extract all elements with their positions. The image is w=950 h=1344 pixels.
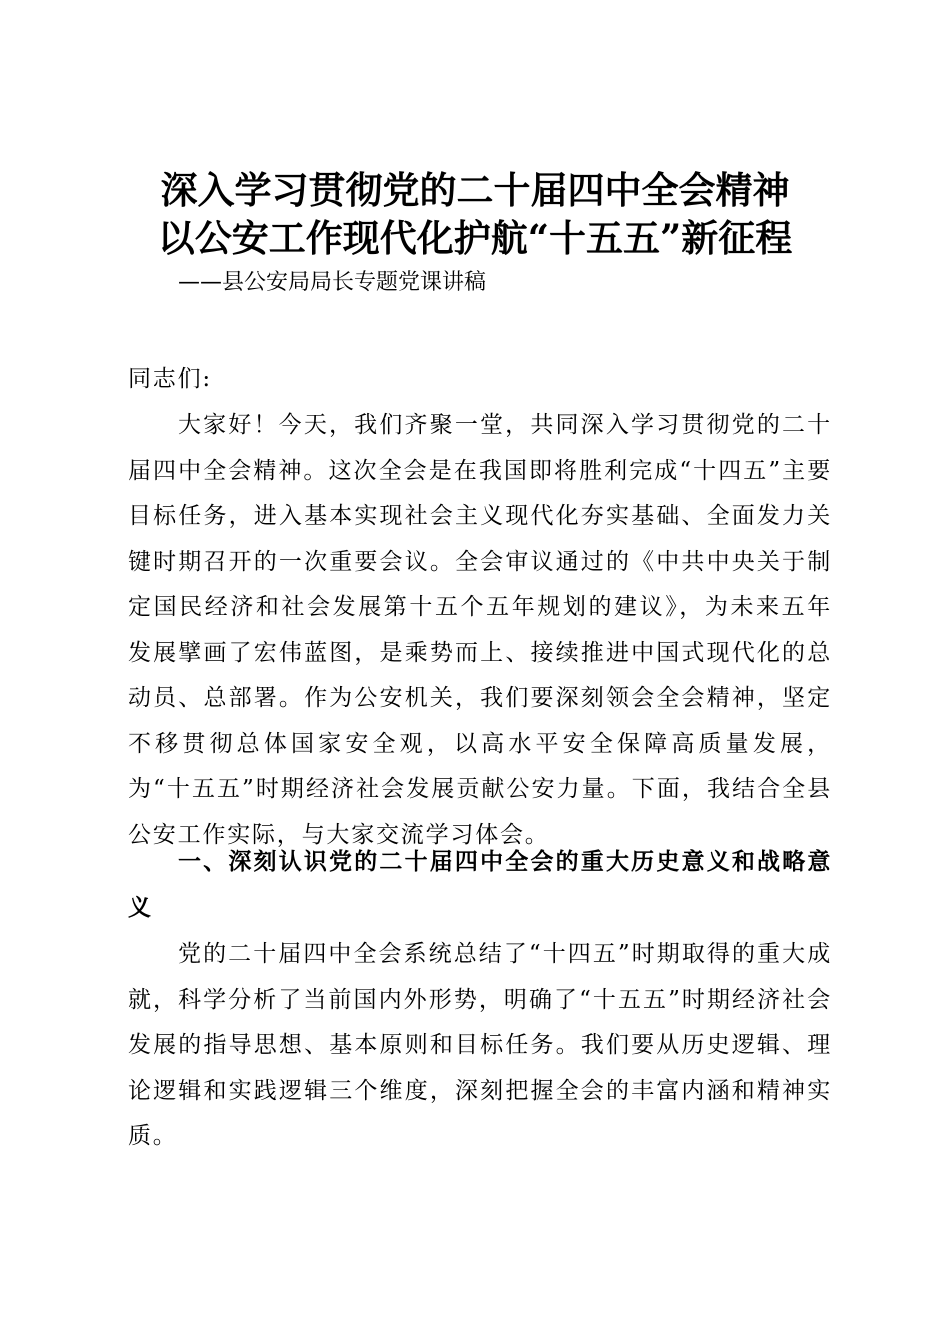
document-subtitle: ——县公安局局长专题党课讲稿 [178, 270, 487, 295]
section-heading-1: 一、深刻认识党的二十届四中全会的重大历史意义和战略意义 [128, 849, 832, 921]
salutation: 同志们: [128, 366, 212, 392]
document-title-line-1: 深入学习贯彻党的二十届四中全会精神 [160, 168, 790, 212]
document-title-line-2: 以公安工作现代化护航“十五五”新征程 [157, 216, 793, 260]
paragraph-opening: 大家好！今天，我们齐聚一堂，共同深入学习贯彻党的二十届四中全会精神。这次全会是在我国即将胜利完成“十四五”主要目标任务，进入基本实现社会主义现代化夯实基础、全面发力关键时期召开的一次重要会议。全会审议通过的《中共中央关于制定国民经济和社会发展第十五个五年规划的建议》，为未来五年发展擘画了宏伟蓝图，是乘势而上、接续推进中国式现代化的总动员、总部署。作为公安机关，我们要深刻领会全会精神，坚定不移贯彻总体国家安全观，以高水平安全保障高质量发展，为“十五五”时期经济社会发展贡献公安力量。下面，我结合全县公安工作实际，与大家交流学习体会。 [128, 412, 832, 848]
paragraph-section-1: 党的二十届四中全会系统总结了“十四五”时期取得的重大成就，科学分析了当前国内外形势，明确了“十五五”时期经济社会发展的指导思想、基本原则和目标任务。我们要从历史逻辑、理论逻辑和实践逻辑三个维度，深刻把握全会的丰富内涵和精神实质。 [128, 941, 832, 1149]
